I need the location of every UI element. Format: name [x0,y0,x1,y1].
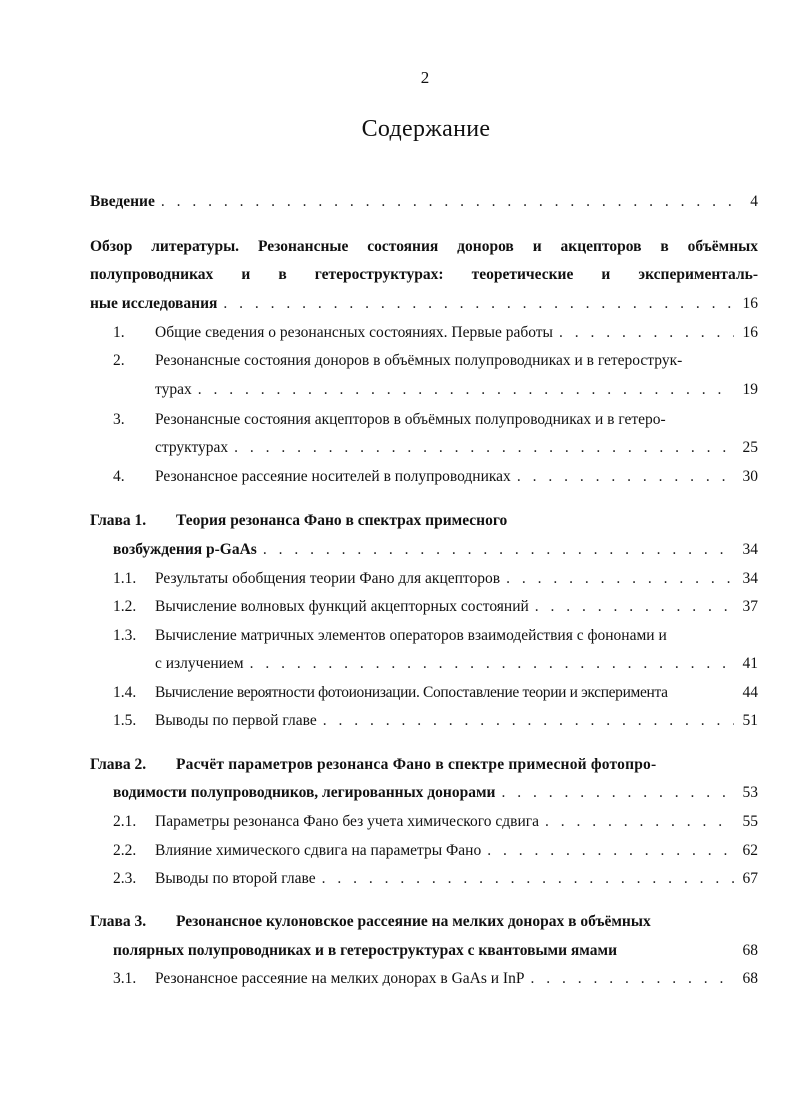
leader-dots [530,970,734,988]
page-title: Содержание [361,116,491,142]
toc-subentry [113,813,758,831]
toc-page-number: 68 [742,970,758,987]
toc-page-number: 16 [742,295,758,312]
leader-dots [517,468,734,486]
toc-subentry [113,870,758,888]
toc-page-number: 62 [742,842,758,859]
toc-subentry-number: 1.4. [113,684,137,701]
toc-subentry-continuation [155,381,758,399]
toc-page-number: 41 [742,655,758,672]
chapter-title: водимости полупроводников, легированных донорами [113,784,496,801]
toc-subentry [113,324,758,342]
toc-subentry-label: Резонансные состояния акцепторов в объёмных полупроводниках и в гетеро- [155,411,666,428]
toc-subentry-label: Вычисление волновых функций акцепторных состояний [155,598,529,615]
toc-page-number: 19 [742,381,758,398]
toc-entry-label: Введение [90,193,155,210]
toc-entry-intro [90,193,758,211]
toc-subentry-label: Результаты обобщения теории Фано для акцепторов [155,570,501,587]
toc-entry-label: Обзор литературы. Резонансные состояния доноров и акцепторов в объёмных [90,238,758,255]
chapter-title: Теория резонанса Фано в спектрах примесного [176,512,508,529]
toc-subentry-number: 4. [113,468,125,485]
toc-subentry-label: Выводы по второй главе [155,870,316,887]
toc-subentry-number: 3.1. [113,970,137,987]
leader-dots [161,193,734,211]
toc-chapter-3-line1 [90,913,758,931]
leader-dots [198,381,734,399]
toc-entry-review-line3 [90,295,758,313]
toc-page-number: 25 [742,439,758,456]
toc-page-number: 34 [742,570,758,587]
toc-page-number: 44 [742,684,758,701]
toc-subentry-label: Вычисление вероятности фотоионизации. Сопоставление теории и эксперимента [155,684,668,701]
leader-dots [501,784,734,802]
toc-subentry-label: структурах [155,439,229,456]
toc-entry-label: полупроводниках и в гетероструктурах: теоретические и эксперименталь- [90,266,758,283]
toc-entry-label: ные исследования [90,295,218,312]
toc-subentry-number: 2.2. [113,842,137,859]
leader-dots [559,324,734,342]
toc-subentry-number: 1.3. [113,627,137,644]
toc-subentry-number: 1.5. [113,712,137,729]
leader-dots [535,598,734,616]
toc-subentry-continuation [155,439,758,457]
toc-page-number: 67 [742,870,758,887]
page-number: 2 [420,68,430,87]
toc-page-number: 68 [742,942,758,959]
chapter-number: Глава 1. [90,512,147,529]
toc-page-number: 37 [742,598,758,615]
toc-subentry-label: Параметры резонанса Фано без учета химического сдвига [155,813,540,830]
chapter-title: Расчёт параметров резонанса Фано в спектре примесной фотопро- [176,756,657,773]
toc-page-number: 34 [742,541,758,558]
leader-dots [323,712,734,730]
toc-subentry [113,627,758,645]
toc-subentry [113,684,758,702]
toc-subentry-label: турах [155,381,192,398]
toc-subentry [113,411,758,429]
leader-dots [506,570,734,588]
chapter-title: возбуждения p-GaAs [113,541,257,558]
toc-chapter-2-line1 [90,756,758,774]
toc-subentry [113,570,758,588]
leader-dots [234,439,734,457]
toc-subentry-number: 3. [113,411,125,428]
toc-subentry-label: Резонансное рассеяние на мелких донорах в GaAs и InP [155,970,525,987]
leader-dots [223,295,734,313]
leader-dots [322,870,734,888]
toc-chapter-1-line2 [113,541,758,559]
toc-subentry [113,970,758,988]
chapter-number: Глава 2. [90,756,147,773]
toc-subentry-label: Вычисление матричных элементов операторов взаимодействия с фононами и [155,627,667,644]
toc-chapter-2-line2 [113,784,758,802]
toc-page-number: 16 [742,324,758,341]
leader-dots [545,813,734,831]
toc-subentry [113,468,758,486]
toc-subentry [113,842,758,860]
toc-subentry-number: 1. [113,324,125,341]
toc-entry-review-line2 [90,266,758,284]
toc-page-number: 55 [742,813,758,830]
toc-subentry-label: Выводы по первой главе [155,712,317,729]
toc-chapter-1-line1 [90,512,758,530]
toc-subentry-number: 2.1. [113,813,137,830]
toc-subentry-label: Резонансные состояния доноров в объёмных полупроводниках и в гетерострук- [155,352,683,369]
toc-chapter-3-line2 [113,942,758,960]
toc-entry-review-line1 [90,238,758,256]
toc-subentry-label: с излучением [155,655,244,672]
toc-subentry-continuation [155,655,758,673]
chapter-number: Глава 3. [90,913,147,930]
toc-subentry-number: 1.2. [113,598,137,615]
toc-subentry-number: 2.3. [113,870,137,887]
leader-dots [263,541,734,559]
leader-dots [250,655,734,673]
toc-page-number: 30 [742,468,758,485]
toc-page-number: 53 [742,784,758,801]
toc-subentry-label: Общие сведения о резонансных состояниях. Первые работы [155,324,553,341]
toc-page-number: 51 [742,712,758,729]
toc-subentry-label: Влияние химического сдвига на параметры Фано [155,842,482,859]
leader-dots [487,842,734,860]
toc-page-number: 4 [750,193,758,210]
toc-subentry-number: 2. [113,352,125,369]
toc-subentry [113,598,758,616]
chapter-title: Резонансное кулоновское рассеяние на мелких донорах в объёмных [176,913,651,930]
toc-subentry-label: Резонансное рассеяние носителей в полупроводниках [155,468,511,485]
toc-subentry [113,352,758,370]
toc-subentry-number: 1.1. [113,570,137,587]
toc-subentry [113,712,758,730]
chapter-title: полярных полупроводниках и в гетероструктурах с квантовыми ямами [113,942,617,959]
